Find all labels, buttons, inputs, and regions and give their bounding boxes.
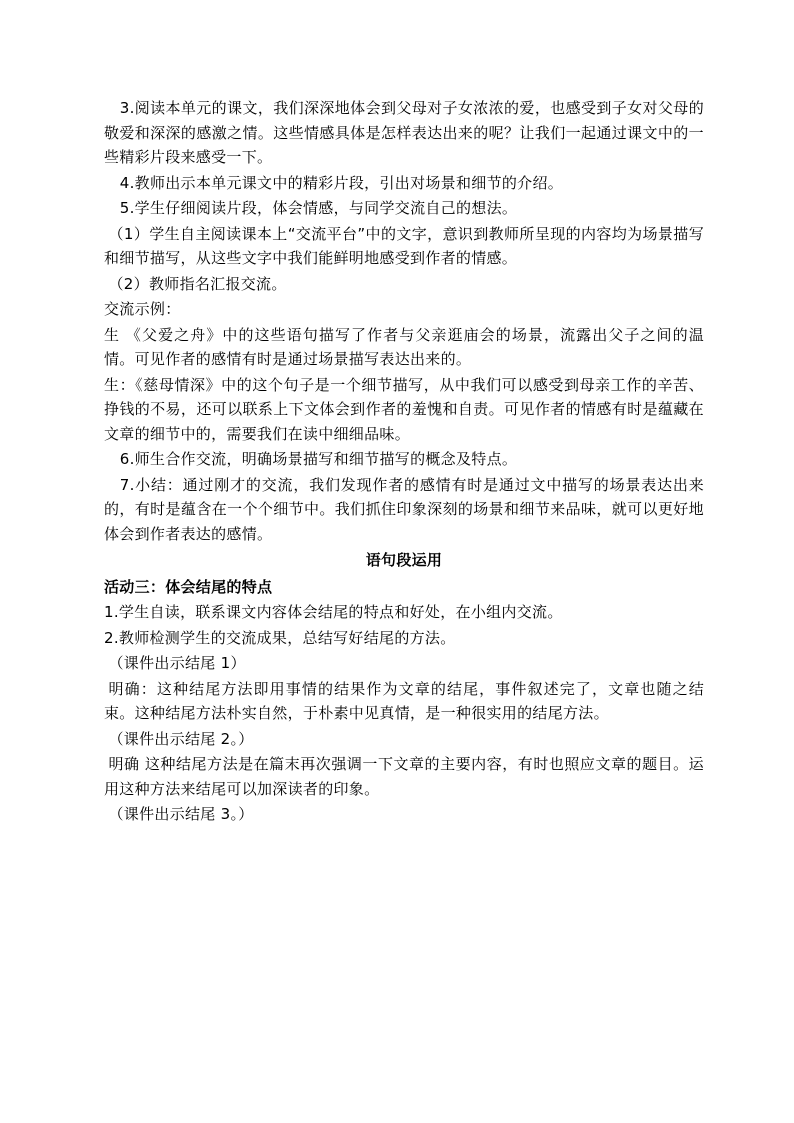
activity-title: 活动三：体会结尾的特点 <box>104 577 273 596</box>
paragraph-courseware-3: （课件出示结尾 3。） <box>108 805 254 823</box>
paragraph-clarify-2: 明确 这种结尾方法是在篇末再次强调一下文章的主要内容，有时也照应文章的题目。运用这种方法来结尾可以加深读者的印象。 <box>104 755 704 798</box>
section-heading: 语句段运用 <box>365 551 443 569</box>
paragraph-clarify-1: 明确：这种结尾方法即用事情的结果作为文章的结尾，事件叙述完了，文章也随之结束。这种结尾方法朴实自然，于朴素中见真情，是一种很实用的结尾方法。 <box>104 679 704 722</box>
paragraph-step-1: （1）学生自主阅读课本上“交流平台”中的文字，意识到教师所呈现的内容均为场景描写和细节描写，从这些文字中我们能鲜明地感受到作者的情感。 <box>104 224 704 267</box>
paragraph-example-1: 生 《父爱之舟》中的这些语句描写了作者与父亲逛庙会的场景，流露出父子之间的温情。可见作者的感情有时是通过场景描写表达出来的。 <box>104 325 704 368</box>
paragraph-example-label: 交流示例： <box>104 300 181 318</box>
paragraph-step-2: （2）教师指名汇报交流。 <box>108 274 287 293</box>
paragraph-teacher-check: 2.教师检测学生的交流成果，总结写好结尾的方法。 <box>104 628 456 647</box>
paragraph-cooperation: 6.师生合作交流，明确场景描写和细节描写的概念及特点。 <box>119 450 518 468</box>
paragraph-reading-unit: 3.阅读本单元的课文，我们深深地体会到父母对子女浓浓的爱，也感受到子女对父母的敬爱和深深的感激之情。这些情感具体是怎样表达出来的呢？让我们一起通过课文中的一些精彩片段来感受一下。 <box>104 99 704 166</box>
paragraph-teacher-shows: 4.教师出示本单元课文中的精彩片段，引出对场景和细节的介绍。 <box>119 173 564 192</box>
paragraph-students-read: 5.学生仔细阅读片段，体会情感，与同学交流自己的想法。 <box>119 199 518 217</box>
paragraph-self-read: 1.学生自读，联系课文内容体会结尾的特点和好处，在小组内交流。 <box>104 603 563 621</box>
paragraph-example-2: 生：《慈母情深》中的这个句子是一个细节描写，从中我们可以感受到母亲工作的辛苦、挣钱的不易，还可以联系上下文体会到作者的羞愧和自责。可见作者的情感有时是蕴藏在文章的细节中的，需要我们在读中细细品味。 <box>104 375 704 443</box>
paragraph-courseware-2: （课件出示结尾 2。） <box>108 729 254 748</box>
paragraph-summary: 7.小结：通过刚才的交流，我们发现作者的感情有时是通过文中描写的场景表达出来的，有时是蕴含在一个个细节中。我们抓住印象深刻的场景和细节来品味，就可以更好地体会到作者表达的感情。 <box>104 475 704 543</box>
document-body <box>104 96 704 827</box>
paragraph-courseware-1: （课件出示结尾 1） <box>108 654 246 672</box>
